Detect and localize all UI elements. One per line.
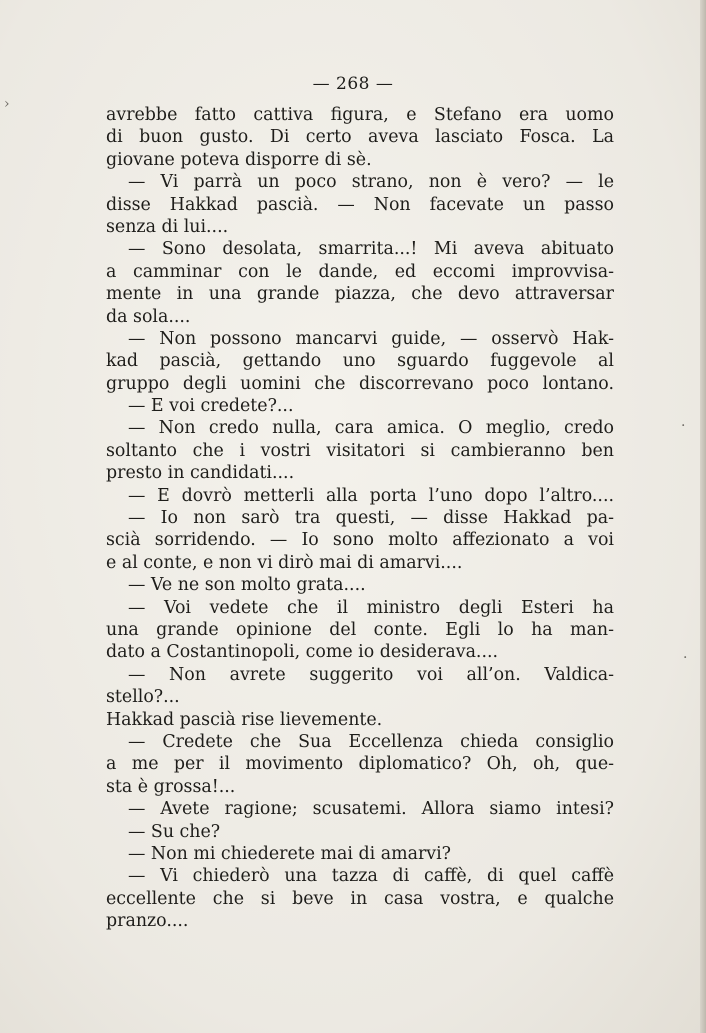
text-line: — Non mi chiederete mai di amarvi? bbox=[128, 843, 451, 864]
text-line: — Non possono mancarvi guide, — osservò Hak- bbox=[128, 328, 614, 349]
text-line: — Non avrete suggerito voi all’on. Valdica- bbox=[128, 664, 614, 685]
text-line: — Voi vedete che il ministro degli Esteri ha bbox=[128, 597, 614, 618]
margin-mark: · bbox=[681, 418, 686, 434]
text-line: mente in una grande piazza, che devo attraversar bbox=[106, 284, 614, 305]
text-line: — Credete che Sua Eccellenza chieda consiglio bbox=[128, 731, 614, 752]
text-line: stello?... bbox=[106, 687, 180, 708]
text-line: a me per il movimento diplomatico? Oh, oh, que- bbox=[106, 754, 614, 775]
text-line: sta è grossa!... bbox=[106, 776, 236, 797]
margin-mark: › bbox=[4, 96, 10, 112]
text-line: presto in candidati.... bbox=[106, 463, 295, 484]
text-line: eccellente che si beve in casa vostra, e qualche bbox=[106, 888, 614, 909]
text-line: — Su che? bbox=[128, 821, 221, 842]
text-line: — Io non sarò tra questi, — disse Hakkad pa- bbox=[128, 508, 614, 529]
text-line: kad pascià, gettando uno sguardo fuggevole al bbox=[106, 351, 614, 372]
text-line: scià sorridendo. — Io sono molto affezionato a voi bbox=[106, 530, 614, 551]
text-line: — Ve ne son molto grata.... bbox=[128, 575, 366, 596]
text-line: pranzo.... bbox=[106, 911, 189, 932]
text-line: — Vi parrà un poco strano, non è vero? — le bbox=[128, 172, 614, 193]
text-line: avrebbe fatto cattiva figura, e Stefano era uomo bbox=[106, 105, 614, 125]
text-line: da sola.... bbox=[106, 306, 191, 327]
text-line: — Sono desolata, smarrita...! Mi aveva abituato bbox=[128, 239, 614, 260]
page-edge bbox=[700, 0, 706, 1033]
text-line: gruppo degli uomini che discorrevano poco lontano. bbox=[106, 373, 614, 394]
text-line: — E dovrò metterli alla porta l’uno dopo l’altro.... bbox=[128, 485, 614, 506]
text-line: una grande opinione del conte. Egli lo ha man- bbox=[106, 619, 614, 640]
body-text bbox=[106, 104, 614, 932]
text-line: — E voi credete?... bbox=[128, 396, 294, 417]
text-line: soltanto che i vostri visitatori si cambieranno ben bbox=[106, 440, 614, 461]
text-line: Hakkad pascià rise lievemente. bbox=[106, 709, 383, 730]
text-line: a camminar con le dande, ed eccomi improvvisa- bbox=[106, 261, 614, 282]
text-line: di buon gusto. Di certo aveva lasciato Fosca. La bbox=[106, 127, 614, 148]
text-line: — Non credo nulla, cara amica. O meglio, credo bbox=[128, 418, 614, 439]
text-line: disse Hakkad pascià. — Non facevate un passo bbox=[106, 194, 614, 215]
margin-mark: · bbox=[683, 650, 688, 666]
text-line: e al conte, e non vi dirò mai di amarvi.... bbox=[106, 552, 463, 573]
page-number: — 268 — bbox=[312, 74, 394, 94]
text-line: dato a Costantinopoli, come io desiderava.... bbox=[106, 642, 499, 663]
text-line: giovane poteva disporre di sè. bbox=[106, 149, 372, 170]
text-line: — Avete ragione; scusatemi. Allora siamo intesi? bbox=[128, 799, 614, 820]
text-line: senza di lui.... bbox=[106, 216, 229, 237]
text-line: — Vi chiederò una tazza di caffè, di quel caffè bbox=[128, 866, 614, 887]
